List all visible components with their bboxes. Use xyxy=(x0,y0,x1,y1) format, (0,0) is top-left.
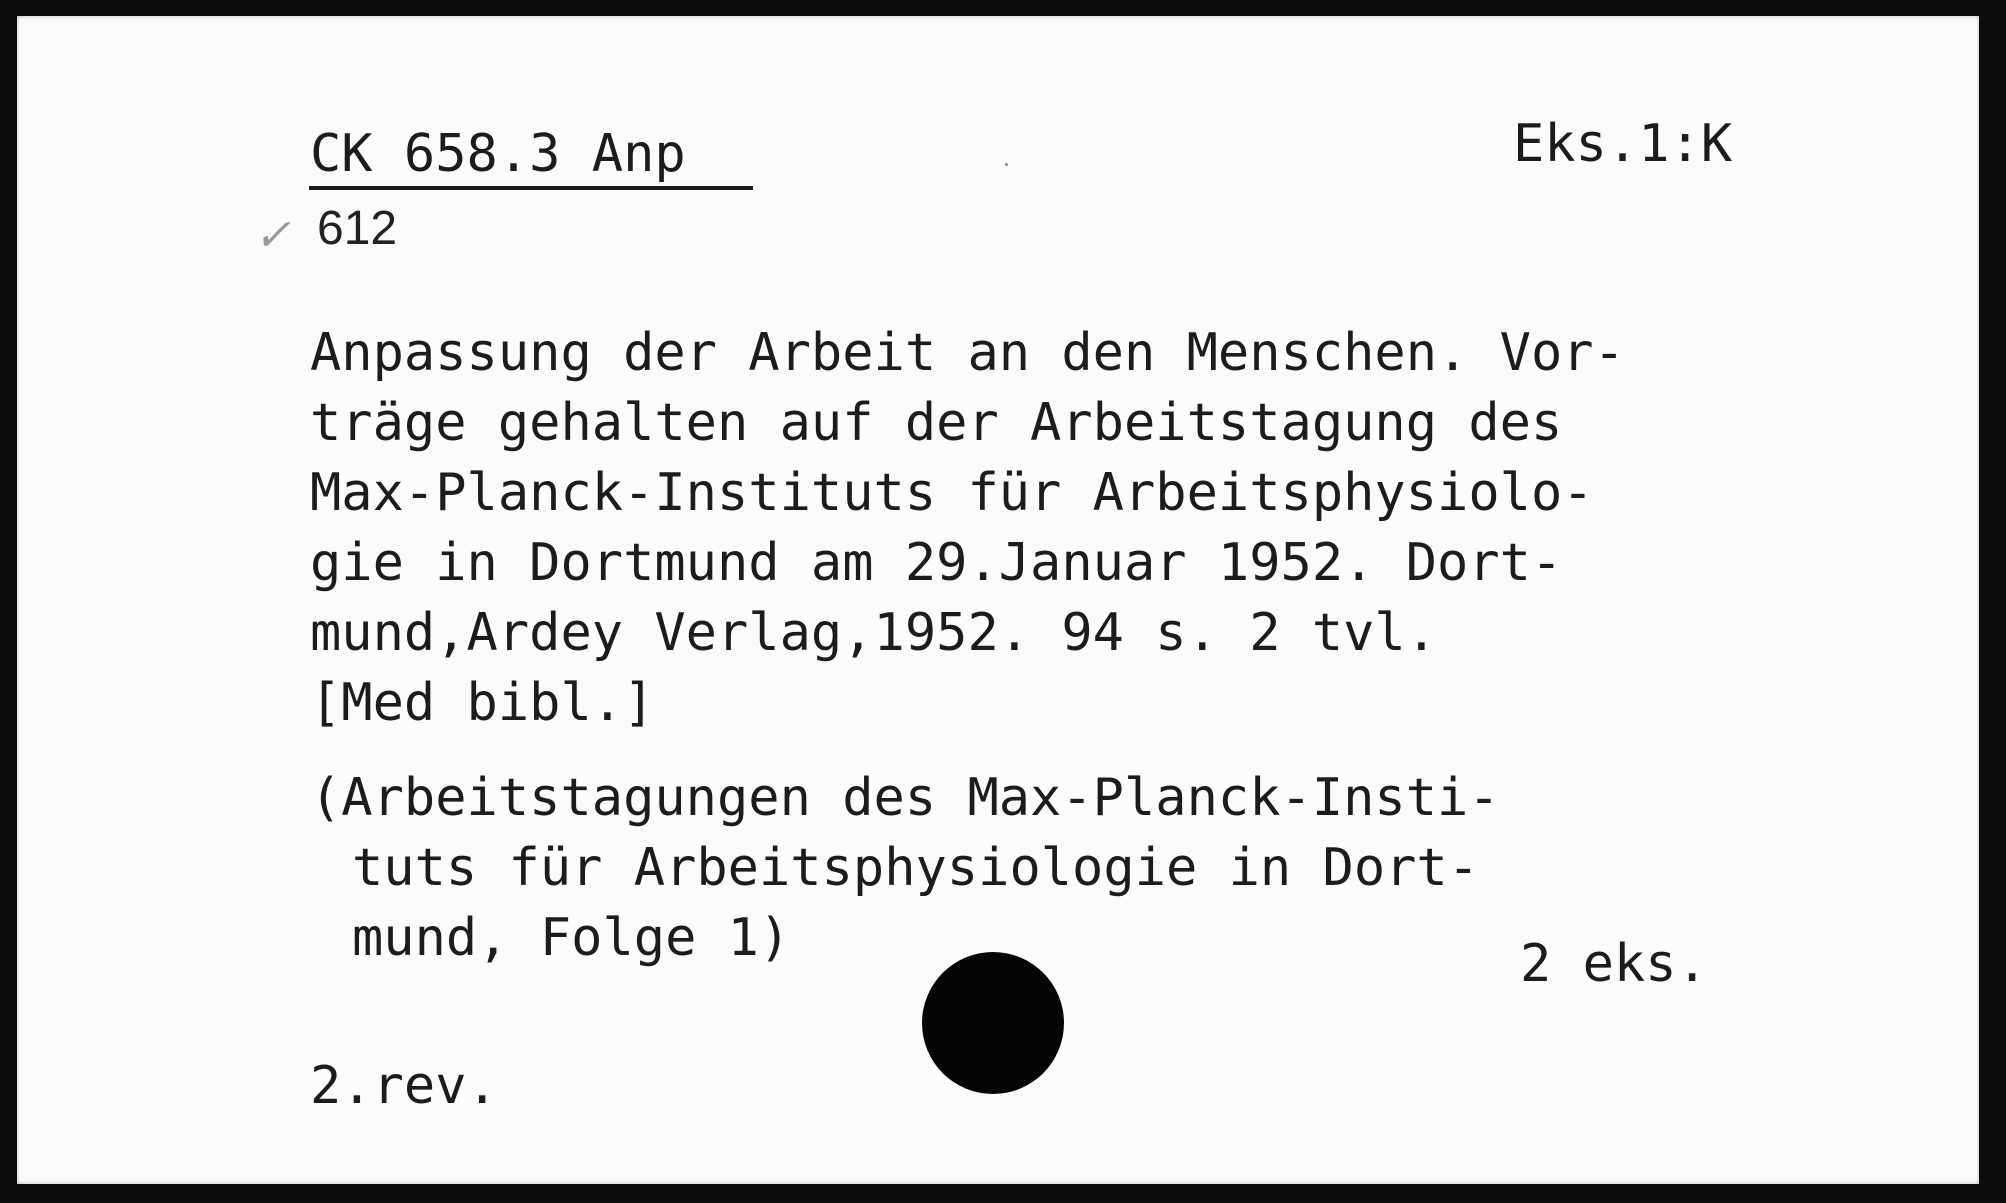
description-line: [Med bibl.] xyxy=(310,673,655,733)
check-mark: ✓ xyxy=(254,211,291,260)
description-line: Anpassung der Arbeit an den Menschen. Vor- xyxy=(310,323,1625,383)
revision-note: 2.rev. xyxy=(310,1056,498,1116)
series-line: tuts für Arbeitsphysiologie in Dort- xyxy=(352,838,1480,898)
series-line: mund, Folge 1) xyxy=(352,908,791,968)
description-line: Max-Planck-Instituts für Arbeitsphysiolo- xyxy=(310,463,1594,523)
description-line: gie in Dortmund am 29.Januar 1952. Dort- xyxy=(310,533,1563,593)
paper-speck xyxy=(1005,163,1008,166)
sub-number: 612 xyxy=(317,202,398,255)
punch-hole xyxy=(922,952,1064,1094)
call-number-underline xyxy=(309,186,753,190)
copies-count: 2 eks. xyxy=(1520,934,1708,994)
series-line: (Arbeitstagungen des Max-Planck-Insti- xyxy=(310,768,1500,828)
description-line: mund,Ardey Verlag,1952. 94 s. 2 tvl. xyxy=(310,603,1438,663)
call-number: CK 658.3 Anp xyxy=(310,124,686,184)
copy-label: Eks.1:K xyxy=(1513,114,1733,174)
description-line: träge gehalten auf der Arbeitstagung des xyxy=(310,393,1563,453)
